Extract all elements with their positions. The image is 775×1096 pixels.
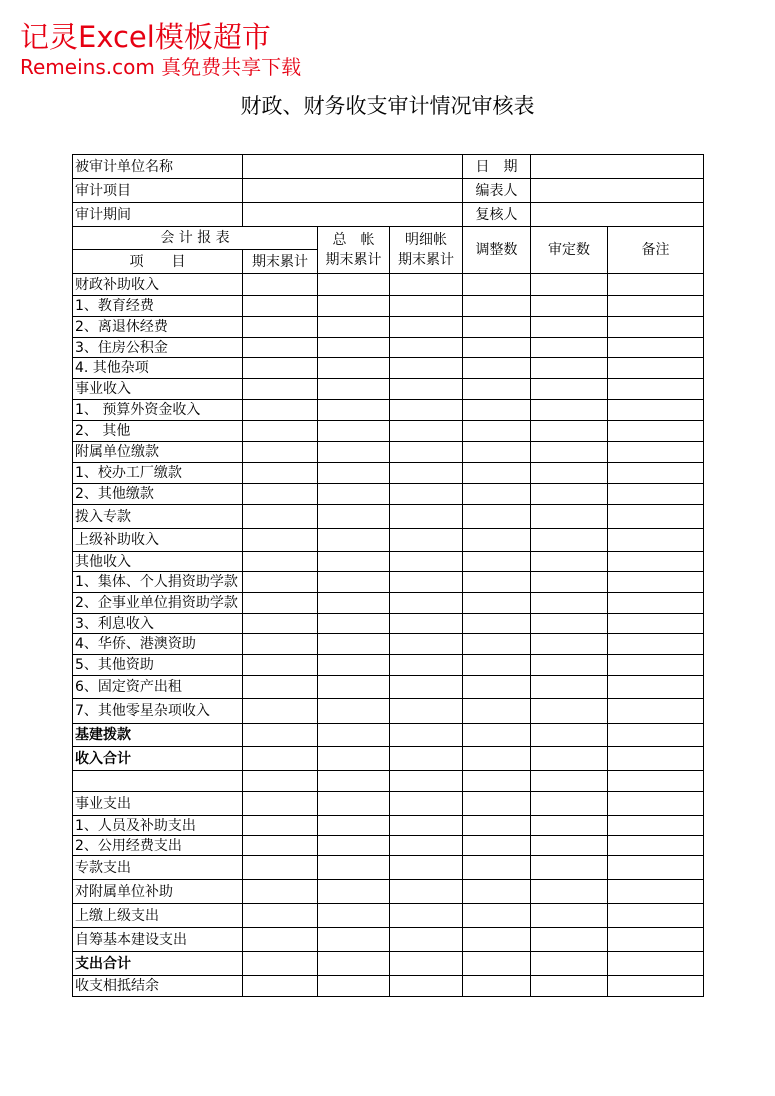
report-cumulative-cell[interactable] <box>243 358 318 379</box>
report-cumulative-cell[interactable] <box>243 928 318 952</box>
report-cumulative-cell[interactable] <box>243 442 318 463</box>
remarks-cell[interactable] <box>608 699 704 724</box>
remarks-cell[interactable] <box>608 484 704 505</box>
general-ledger-cell[interactable] <box>318 724 390 747</box>
row-label: 财政补助收入 <box>73 274 243 296</box>
remarks-cell[interactable] <box>608 358 704 379</box>
adjustment-cell[interactable] <box>463 655 531 676</box>
adjustment-cell[interactable] <box>463 400 531 421</box>
row-label: 2、离退休经费 <box>73 317 243 338</box>
unit-name-value[interactable] <box>243 155 463 179</box>
table-row <box>73 552 704 572</box>
remarks-cell[interactable] <box>608 614 704 634</box>
table-row <box>73 699 704 724</box>
row-label: 事业收入 <box>73 379 243 400</box>
remarks-cell[interactable] <box>608 634 704 655</box>
row-label: 4. 其他杂项 <box>73 358 243 379</box>
table-row <box>73 634 704 655</box>
detail-ledger-cell[interactable] <box>390 699 463 724</box>
general-ledger-cell[interactable] <box>318 880 390 904</box>
table-row <box>73 400 704 421</box>
detail-ledger-cell[interactable] <box>390 952 463 976</box>
item-header: 项 目 <box>73 250 243 274</box>
row-label: 1、教育经费 <box>73 296 243 317</box>
reviewer-value[interactable] <box>531 203 704 227</box>
detail-ledger-cell[interactable] <box>390 505 463 529</box>
general-ledger-cell[interactable] <box>318 655 390 676</box>
detail-ledger-cell[interactable] <box>390 928 463 952</box>
detail-ledger-cell[interactable] <box>390 274 463 296</box>
remarks-cell[interactable] <box>608 505 704 529</box>
row-label: 2、企事业单位捐资助学款 <box>73 593 243 614</box>
adjustment-cell[interactable] <box>463 317 531 338</box>
general-ledger-cell[interactable] <box>318 634 390 655</box>
table-row <box>73 676 704 699</box>
table-row <box>73 771 704 792</box>
table-row <box>73 593 704 614</box>
remarks-cell[interactable] <box>608 676 704 699</box>
remarks-cell[interactable] <box>608 816 704 836</box>
detail-ledger-cell[interactable] <box>390 816 463 836</box>
general-ledger-cell[interactable] <box>318 816 390 836</box>
row-label: 对附属单位补助 <box>73 880 243 904</box>
detail-ledger-cell[interactable] <box>390 880 463 904</box>
report-cumulative-cell[interactable] <box>243 655 318 676</box>
table-row <box>73 317 704 338</box>
remarks-cell[interactable] <box>608 856 704 880</box>
table-row <box>73 338 704 358</box>
remarks-cell[interactable] <box>608 529 704 552</box>
general-ledger-label: 总 帐 <box>332 232 375 248</box>
approved-cell[interactable] <box>531 816 608 836</box>
table-row <box>73 421 704 442</box>
adjustment-cell[interactable] <box>463 379 531 400</box>
approved-cell[interactable] <box>531 552 608 572</box>
table-row <box>73 655 704 676</box>
report-cumulative-cell[interactable] <box>243 771 318 792</box>
general-ledger-cell[interactable] <box>318 904 390 928</box>
adjustment-cell[interactable] <box>463 747 531 771</box>
adjustment-cell[interactable] <box>463 880 531 904</box>
report-cumulative-cell[interactable] <box>243 379 318 400</box>
row-label: 上缴上级支出 <box>73 904 243 928</box>
report-cumulative-cell[interactable] <box>243 484 318 505</box>
report-cumulative-cell[interactable] <box>243 792 318 816</box>
remarks-cell[interactable] <box>608 792 704 816</box>
detail-ledger-cell[interactable] <box>390 296 463 317</box>
table-row <box>73 274 704 296</box>
remarks-cell[interactable] <box>608 655 704 676</box>
detail-ledger-cell[interactable] <box>390 614 463 634</box>
row-label: 3、利息收入 <box>73 614 243 634</box>
row-label: 2、公用经费支出 <box>73 836 243 856</box>
general-ledger-cell[interactable] <box>318 952 390 976</box>
info-row-2 <box>73 179 704 203</box>
table-row <box>73 614 704 634</box>
table-row <box>73 529 704 552</box>
report-cumulative-cell[interactable] <box>243 296 318 317</box>
general-ledger-cell[interactable] <box>318 771 390 792</box>
detail-ledger-cell[interactable] <box>390 400 463 421</box>
general-ledger-cell[interactable] <box>318 505 390 529</box>
adjustment-cell[interactable] <box>463 421 531 442</box>
general-ledger-cell[interactable] <box>318 338 390 358</box>
adjustment-cell[interactable] <box>463 836 531 856</box>
row-label: 1、集体、个人捐资助学款 <box>73 572 243 593</box>
adjustment-cell[interactable] <box>463 358 531 379</box>
row-label: 1、 预算外资金收入 <box>73 400 243 421</box>
table-row <box>73 816 704 836</box>
detail-ledger-cell[interactable] <box>390 338 463 358</box>
detail-ledger-cell[interactable] <box>390 976 463 997</box>
general-ledger-cell[interactable] <box>318 856 390 880</box>
detail-ledger-cell[interactable] <box>390 317 463 338</box>
approved-cell[interactable] <box>531 952 608 976</box>
general-ledger-cell[interactable] <box>318 699 390 724</box>
report-cumulative-cell[interactable] <box>243 856 318 880</box>
detail-ledger-cell[interactable] <box>390 724 463 747</box>
general-ledger-cell[interactable] <box>318 836 390 856</box>
row-label: 其他收入 <box>73 552 243 572</box>
adjustment-cell[interactable] <box>463 676 531 699</box>
report-cumulative-cell[interactable] <box>243 421 318 442</box>
report-cumulative-cell[interactable] <box>243 505 318 529</box>
general-ledger-cell[interactable] <box>318 317 390 338</box>
general-ledger-cell[interactable] <box>318 484 390 505</box>
adjustment-cell[interactable] <box>463 856 531 880</box>
approved-cell[interactable] <box>531 856 608 880</box>
report-cumulative-cell[interactable] <box>243 976 318 997</box>
approved-cell[interactable] <box>531 442 608 463</box>
remarks-cell[interactable] <box>608 836 704 856</box>
detail-ledger-cell[interactable] <box>390 593 463 614</box>
table-row <box>73 484 704 505</box>
general-ledger-cell[interactable] <box>318 421 390 442</box>
detail-ledger-cell[interactable] <box>390 655 463 676</box>
remarks-cell[interactable] <box>608 904 704 928</box>
table-row <box>73 747 704 771</box>
report-cumulative-cell[interactable] <box>243 952 318 976</box>
adjustment-cell[interactable] <box>463 771 531 792</box>
general-ledger-cell[interactable] <box>318 593 390 614</box>
remarks-cell[interactable] <box>608 400 704 421</box>
info-row-1 <box>73 155 704 179</box>
adjustment-cell[interactable] <box>463 484 531 505</box>
detail-ledger-cell[interactable] <box>390 634 463 655</box>
detail-ledger-cell[interactable] <box>390 792 463 816</box>
remarks-cell[interactable] <box>608 463 704 484</box>
unit-name-label: 被审计单位名称 <box>73 155 243 179</box>
row-label: 1、人员及补助支出 <box>73 816 243 836</box>
approved-cell[interactable] <box>531 593 608 614</box>
remarks-cell[interactable] <box>608 747 704 771</box>
adjustment-cell[interactable] <box>463 699 531 724</box>
table-row <box>73 904 704 928</box>
adjustment-cell[interactable] <box>463 505 531 529</box>
row-label: 2、其他缴款 <box>73 484 243 505</box>
general-ledger-cell[interactable] <box>318 358 390 379</box>
adjustment-cell[interactable] <box>463 552 531 572</box>
table-row <box>73 880 704 904</box>
detail-ledger-cell[interactable] <box>390 836 463 856</box>
detail-ledger-cell[interactable] <box>390 484 463 505</box>
remarks-cell[interactable] <box>608 572 704 593</box>
report-cumulative-cell[interactable] <box>243 880 318 904</box>
report-header: 会 计 报 表 <box>73 227 318 250</box>
approved-cell[interactable] <box>531 792 608 816</box>
remarks-cell[interactable] <box>608 928 704 952</box>
adjustment-cell[interactable] <box>463 529 531 552</box>
report-cumulative-cell[interactable] <box>243 724 318 747</box>
approved-cell[interactable] <box>531 614 608 634</box>
general-ledger-cell[interactable] <box>318 463 390 484</box>
general-ledger-cell[interactable] <box>318 529 390 552</box>
report-cumulative-cell[interactable] <box>243 463 318 484</box>
page-title: 财政、财务收支审计情况审核表 <box>240 94 535 118</box>
row-label: 6、固定资产出租 <box>73 676 243 699</box>
general-ledger-cell[interactable] <box>318 400 390 421</box>
adjustment-cell[interactable] <box>463 952 531 976</box>
remarks-cell[interactable] <box>608 296 704 317</box>
detail-ledger-cell[interactable] <box>390 358 463 379</box>
approved-cell[interactable] <box>531 379 608 400</box>
approved-cell[interactable] <box>531 655 608 676</box>
row-label: 2、 其他 <box>73 421 243 442</box>
approved-cell[interactable] <box>531 421 608 442</box>
row-label <box>73 771 243 792</box>
report-cumulative-cell[interactable] <box>243 816 318 836</box>
detail-ledger-cell[interactable] <box>390 421 463 442</box>
report-cumulative-cell[interactable] <box>243 634 318 655</box>
remarks-header: 备注 <box>608 227 704 274</box>
detail-ledger-cell[interactable] <box>390 747 463 771</box>
detail-ledger-cell[interactable] <box>390 856 463 880</box>
general-ledger-cell[interactable] <box>318 442 390 463</box>
general-cumulative-label: 期末累计 <box>325 252 382 268</box>
table-row <box>73 836 704 856</box>
remarks-cell[interactable] <box>608 317 704 338</box>
report-cumulative-cell[interactable] <box>243 747 318 771</box>
approved-cell[interactable] <box>531 699 608 724</box>
approved-cell[interactable] <box>531 836 608 856</box>
general-ledger-cell[interactable] <box>318 379 390 400</box>
period-value[interactable] <box>243 203 463 227</box>
approved-header: 审定数 <box>531 227 608 274</box>
detail-ledger-cell[interactable] <box>390 904 463 928</box>
row-label: 收入合计 <box>73 747 243 771</box>
adjustment-cell[interactable] <box>463 274 531 296</box>
detail-ledger-cell[interactable] <box>390 463 463 484</box>
adjustment-cell[interactable] <box>463 614 531 634</box>
row-label: 拨入专款 <box>73 505 243 529</box>
row-label: 自筹基本建设支出 <box>73 928 243 952</box>
report-cumulative-cell[interactable] <box>243 572 318 593</box>
adjustment-cell[interactable] <box>463 463 531 484</box>
date-label: 日 期 <box>463 155 531 179</box>
table-row <box>73 505 704 529</box>
approved-cell[interactable] <box>531 296 608 317</box>
remarks-cell[interactable] <box>608 379 704 400</box>
watermark-brand: 记灵Excel模板超市 <box>20 20 271 54</box>
approved-cell[interactable] <box>531 400 608 421</box>
project-label: 审计项目 <box>73 179 243 203</box>
row-label: 附属单位缴款 <box>73 442 243 463</box>
detail-ledger-header <box>390 227 463 274</box>
approved-cell[interactable] <box>531 724 608 747</box>
general-ledger-cell[interactable] <box>318 296 390 317</box>
row-label: 基建拨款 <box>73 724 243 747</box>
approved-cell[interactable] <box>531 928 608 952</box>
approved-cell[interactable] <box>531 505 608 529</box>
general-ledger-cell[interactable] <box>318 676 390 699</box>
table-row <box>73 928 704 952</box>
reviewer-label: 复核人 <box>463 203 531 227</box>
general-ledger-cell[interactable] <box>318 928 390 952</box>
remarks-cell[interactable] <box>608 552 704 572</box>
watermark-site: Remeins.com 真免费共享下载 <box>20 55 302 79</box>
row-label: 1、校办工厂缴款 <box>73 463 243 484</box>
approved-cell[interactable] <box>531 529 608 552</box>
adjustment-header: 调整数 <box>463 227 531 274</box>
approved-cell[interactable] <box>531 274 608 296</box>
row-label: 专款支出 <box>73 856 243 880</box>
detail-cumulative-label: 期末累计 <box>398 252 454 268</box>
info-row-3 <box>73 203 704 227</box>
table-row <box>73 358 704 379</box>
report-cumulative-cell[interactable] <box>243 836 318 856</box>
row-label: 事业支出 <box>73 792 243 816</box>
header-row-1 <box>73 227 704 250</box>
general-ledger-header <box>318 227 390 274</box>
adjustment-cell[interactable] <box>463 296 531 317</box>
detail-ledger-cell[interactable] <box>390 572 463 593</box>
remarks-cell[interactable] <box>608 421 704 442</box>
table-row <box>73 976 704 997</box>
remarks-cell[interactable] <box>608 593 704 614</box>
general-ledger-cell[interactable] <box>318 572 390 593</box>
report-cumulative-cell[interactable] <box>243 904 318 928</box>
report-cumulative-cell[interactable] <box>243 593 318 614</box>
compiler-label: 编表人 <box>463 179 531 203</box>
remarks-cell[interactable] <box>608 338 704 358</box>
report-cumulative-cell[interactable] <box>243 552 318 572</box>
approved-cell[interactable] <box>531 463 608 484</box>
report-cumulative-cell[interactable] <box>243 317 318 338</box>
detail-ledger-cell[interactable] <box>390 676 463 699</box>
project-value[interactable] <box>243 179 463 203</box>
table-row <box>73 442 704 463</box>
row-label: 支出合计 <box>73 952 243 976</box>
table-row <box>73 856 704 880</box>
general-ledger-cell[interactable] <box>318 552 390 572</box>
general-ledger-cell[interactable] <box>318 792 390 816</box>
audit-table <box>72 154 704 997</box>
detail-ledger-cell[interactable] <box>390 442 463 463</box>
report-cumulative-cell[interactable] <box>243 400 318 421</box>
adjustment-cell[interactable] <box>463 338 531 358</box>
table-row <box>73 952 704 976</box>
period-label: 审计期间 <box>73 203 243 227</box>
row-label: 上级补助收入 <box>73 529 243 552</box>
adjustment-cell[interactable] <box>463 928 531 952</box>
approved-cell[interactable] <box>531 880 608 904</box>
approved-cell[interactable] <box>531 572 608 593</box>
adjustment-cell[interactable] <box>463 593 531 614</box>
report-cumulative-cell[interactable] <box>243 338 318 358</box>
general-ledger-cell[interactable] <box>318 747 390 771</box>
report-cumulative-cell[interactable] <box>243 614 318 634</box>
general-ledger-cell[interactable] <box>318 274 390 296</box>
table-row <box>73 724 704 747</box>
table-row <box>73 572 704 593</box>
approved-cell[interactable] <box>531 976 608 997</box>
detail-ledger-cell[interactable] <box>390 529 463 552</box>
detail-ledger-cell[interactable] <box>390 552 463 572</box>
table-row <box>73 379 704 400</box>
approved-cell[interactable] <box>531 747 608 771</box>
table-row <box>73 463 704 484</box>
row-label: 3、住房公积金 <box>73 338 243 358</box>
adjustment-cell[interactable] <box>463 572 531 593</box>
adjustment-cell[interactable] <box>463 792 531 816</box>
table-row <box>73 296 704 317</box>
remarks-cell[interactable] <box>608 274 704 296</box>
row-label: 7、其他零星杂项收入 <box>73 699 243 724</box>
date-value[interactable] <box>531 155 704 179</box>
remarks-cell[interactable] <box>608 952 704 976</box>
approved-cell[interactable] <box>531 358 608 379</box>
report-cumulative-cell[interactable] <box>243 699 318 724</box>
table-row <box>73 792 704 816</box>
adjustment-cell[interactable] <box>463 442 531 463</box>
adjustment-cell[interactable] <box>463 634 531 655</box>
compiler-value[interactable] <box>531 179 704 203</box>
cumulative-header: 期末累计 <box>243 250 318 274</box>
approved-cell[interactable] <box>531 634 608 655</box>
report-cumulative-cell[interactable] <box>243 529 318 552</box>
remarks-cell[interactable] <box>608 442 704 463</box>
row-label: 5、其他资助 <box>73 655 243 676</box>
adjustment-cell[interactable] <box>463 816 531 836</box>
detail-ledger-cell[interactable] <box>390 379 463 400</box>
approved-cell[interactable] <box>531 317 608 338</box>
adjustment-cell[interactable] <box>463 904 531 928</box>
approved-cell[interactable] <box>531 904 608 928</box>
detail-ledger-cell[interactable] <box>390 771 463 792</box>
adjustment-cell[interactable] <box>463 976 531 997</box>
remarks-cell[interactable] <box>608 976 704 997</box>
row-label: 收支相抵结余 <box>73 976 243 997</box>
remarks-cell[interactable] <box>608 880 704 904</box>
remarks-cell[interactable] <box>608 724 704 747</box>
report-cumulative-cell[interactable] <box>243 274 318 296</box>
approved-cell[interactable] <box>531 771 608 792</box>
adjustment-cell[interactable] <box>463 724 531 747</box>
detail-ledger-label: 明细帐 <box>405 232 447 248</box>
general-ledger-cell[interactable] <box>318 976 390 997</box>
row-label: 4、华侨、港澳资助 <box>73 634 243 655</box>
approved-cell[interactable] <box>531 676 608 699</box>
approved-cell[interactable] <box>531 338 608 358</box>
approved-cell[interactable] <box>531 484 608 505</box>
general-ledger-cell[interactable] <box>318 614 390 634</box>
report-cumulative-cell[interactable] <box>243 676 318 699</box>
remarks-cell[interactable] <box>608 771 704 792</box>
